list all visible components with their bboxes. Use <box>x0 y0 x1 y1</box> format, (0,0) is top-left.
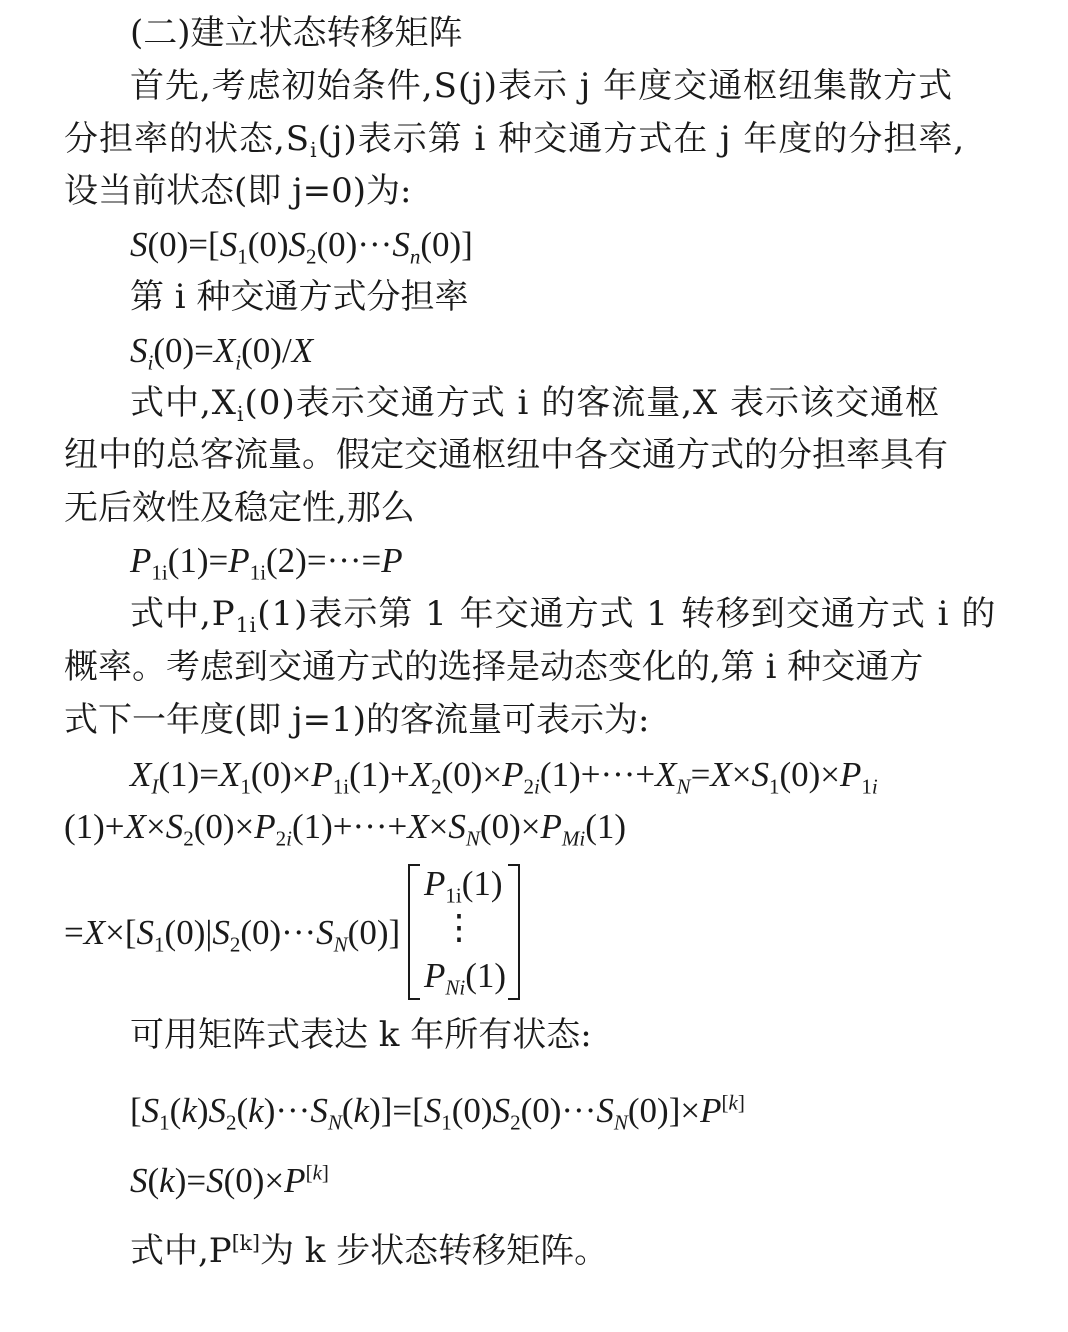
equation-passenger-flow-line-1: $X_I(1)=X_1(0)\times P_{1i}(1)+X_2(0)\times P_{2i}(1)+\cdot\cdot\cdot+X_N=X\times S_1(0)\times P_{1i}$ <box>130 755 878 799</box>
paragraph-1-line-2: 分担率的状态$,S_i(j)$表示第 i 种交通方式在 j 年度的分担率, <box>64 119 966 163</box>
paragraph-3-line-3: 无后效性及稳定性,那么 <box>64 488 415 528</box>
equation-matrix-form: $=X\times[S_1(0)|S_2(0)\cdot\cdot\cdot S_N(0)]$ <box>64 913 401 957</box>
equation-share-rate: $S_i(0)=X_i(0)/X$ <box>130 331 314 375</box>
paragraph-3-line-2: 纽中的总客流量。假定交通枢纽中各交通方式的分担率具有 <box>64 435 948 475</box>
paragraph-4-line-3: 式下一年度(即 j=1)的客流量可表示为: <box>64 700 650 740</box>
matrix-entry-last: $P_{Ni}(1)$ <box>424 956 507 1000</box>
paragraph-4-line-2: 概率。考虑到交通方式的选择是动态变化的,第 i 种交通方 <box>64 647 924 687</box>
equation-stability: $P_{1i}(1)=P_{1i}(2)=\cdot\cdot\cdot=P$ <box>130 541 403 585</box>
paragraph-3-line-1: 式中$,X_i(0)$表示交通方式 i 的客流量,X 表示该交通枢 <box>130 383 941 427</box>
equation-initial-state: $S(0)=[S_1(0)S_2(0)\cdot\cdot\cdot S_n(0)]$ <box>130 225 473 269</box>
matrix-entry-first: $P_{1i}(1)$ <box>424 864 503 908</box>
section-heading: (二)建立状态转移矩阵 <box>130 13 463 53</box>
paragraph-6: 式中,P[k]为 k 步状态转移矩阵。 <box>130 1230 609 1271</box>
equation-k-step-states: $[S_1(k)S_2(k)\cdot\cdot\cdot S_N(k)]=[S_1(0)S_2(0)\cdot\cdot\cdot S_N(0)]\times P[k]$ <box>130 1090 745 1135</box>
paragraph-4-line-1: 式中$,P_{1i}(1)$表示第 1 年交通方式 1 转移到交通方式 i 的 <box>130 594 997 638</box>
paragraph-5: 可用矩阵式表达 k 年所有状态: <box>130 1015 592 1055</box>
paragraph-2: 第 i 种交通方式分担率 <box>130 277 469 317</box>
paragraph-1-line-3: 设当前状态(即 j=0)为: <box>64 171 412 211</box>
transition-column-vector <box>408 864 520 1000</box>
matrix-vertical-ellipsis: ⋮ <box>441 908 477 947</box>
paragraph-1-line-1: 首先,考虑初始条件,S(j)表示 j 年度交通枢纽集散方式 <box>130 66 954 106</box>
equation-passenger-flow-line-2: $(1)+X\times S_2(0)\times P_{2i}(1)+\cdot\cdot\cdot+X\times S_N(0)\times P_{Mi}(1)$ <box>64 807 627 851</box>
equation-k-step-compact: S(k)=S(0)×P[k] <box>130 1160 329 1200</box>
